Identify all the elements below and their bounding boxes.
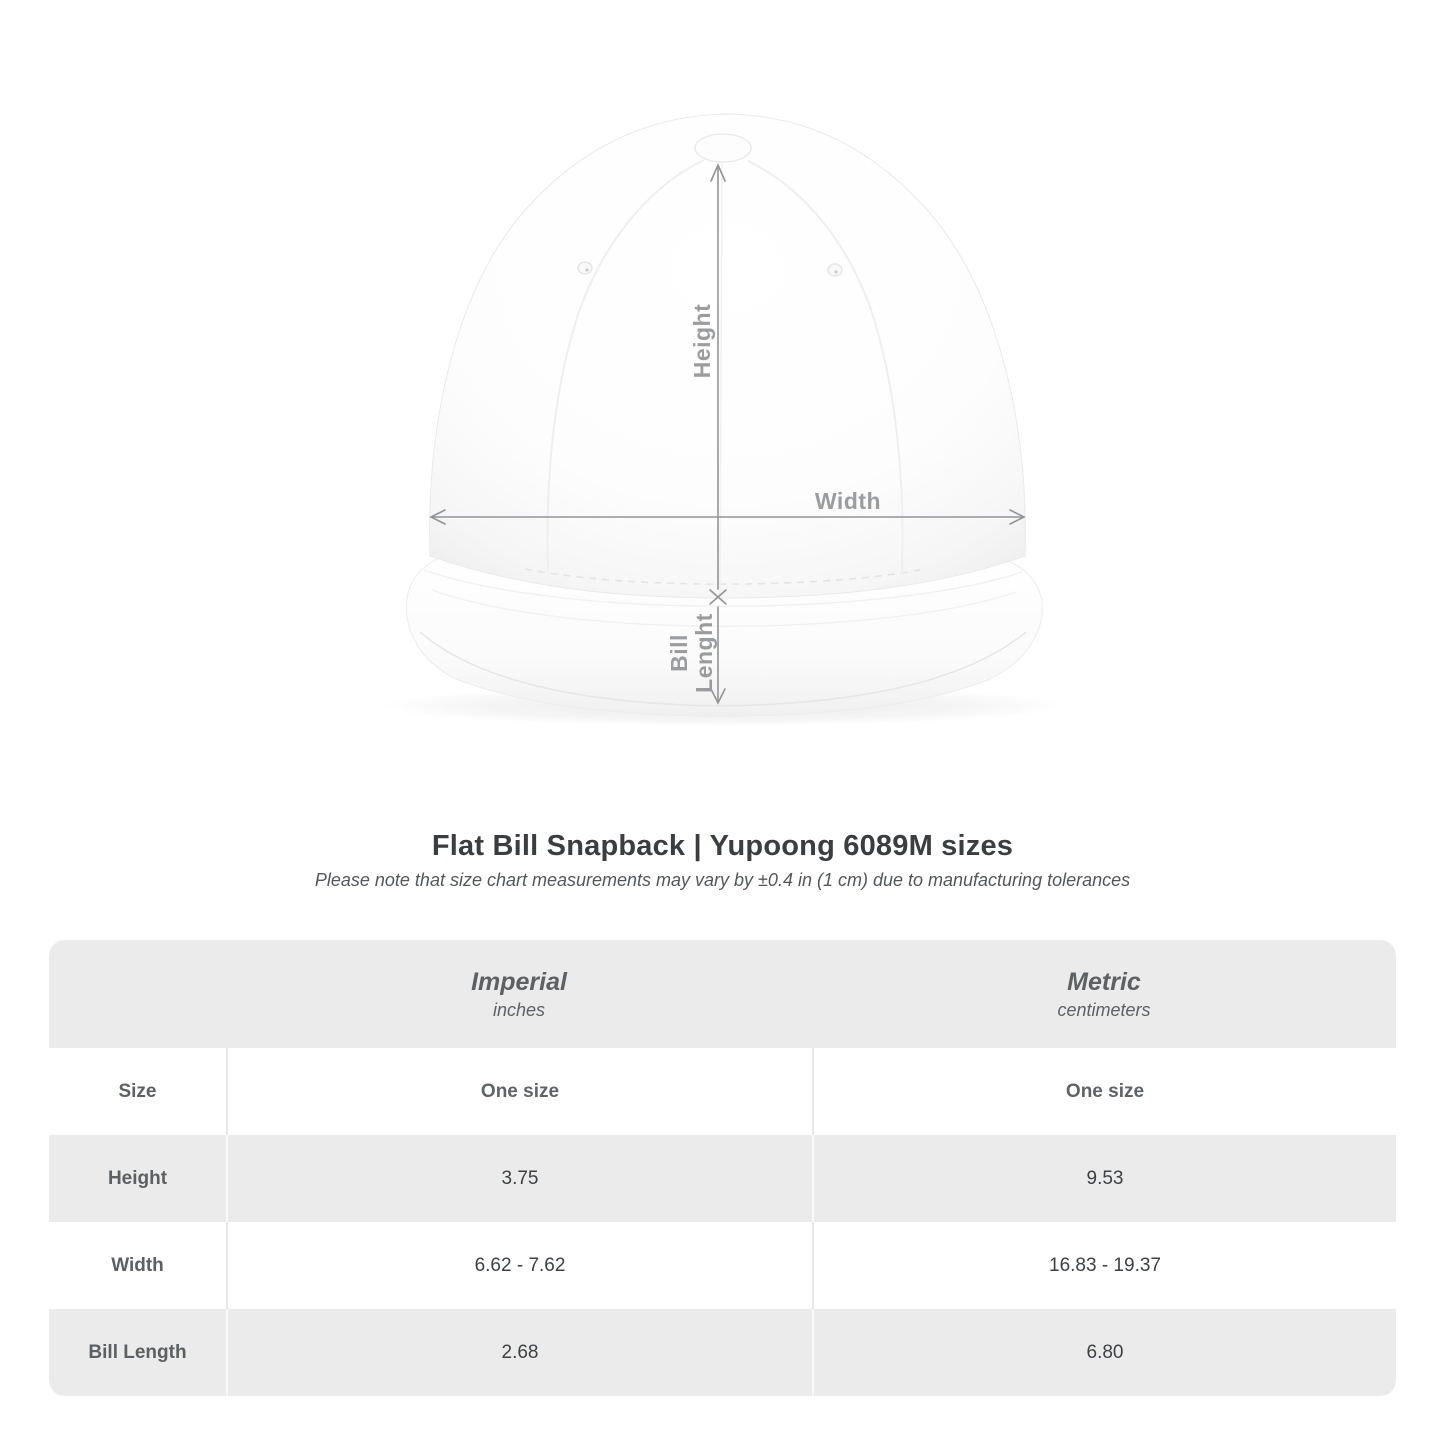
page-title: Flat Bill Snapback | Yupoong 6089M sizes [431,830,1014,862]
metric-header-label: Metric [1067,967,1141,996]
imperial-value: 2.68 [226,1309,812,1396]
cap-button [695,134,751,162]
table-row-width [49,1222,1396,1309]
cap-eyelet-left [578,262,592,274]
imperial-value: 6.62 - 7.62 [226,1222,812,1309]
bill-length-dimension-label-line2: Lenght [691,613,718,693]
cap-eyelet-right [828,264,842,276]
imperial-unit-label: inches [492,999,546,1020]
imperial-value: 3.75 [226,1135,812,1222]
cap-crown [430,114,1026,598]
imperial-header-label: Imperial [471,967,567,996]
size-table [49,940,1396,1396]
row-label: Height [107,1167,168,1189]
heading-block [0,828,1445,892]
metric-value: One size [812,1048,1396,1135]
metric-unit-label: centimeters [1057,999,1151,1020]
row-label: Width [111,1254,164,1276]
table-row-height [49,1135,1396,1222]
row-label: Size [118,1080,157,1102]
page-subtitle: Please note that size chart measurements may vary by ±0.4 in (1 cm) due to manufacturing tolerances [314,870,1131,890]
header-cell-metric [812,940,1396,1048]
metric-value: 9.53 [812,1135,1396,1222]
metric-value: 16.83 - 19.37 [812,1222,1396,1309]
imperial-value: One size [226,1048,812,1135]
table-header-row [49,940,1396,1048]
width-dimension-label: Width [814,488,882,514]
bill-length-dimension-label-line1: Bill [666,634,693,672]
row-label: Bill Length [88,1341,187,1363]
metric-value: 6.80 [812,1309,1396,1396]
header-cell-empty [49,940,226,1048]
table-row-bill-length [49,1309,1396,1396]
height-dimension-label: Height [689,303,716,379]
table-row-size [49,1048,1396,1135]
header-cell-imperial [226,940,812,1048]
